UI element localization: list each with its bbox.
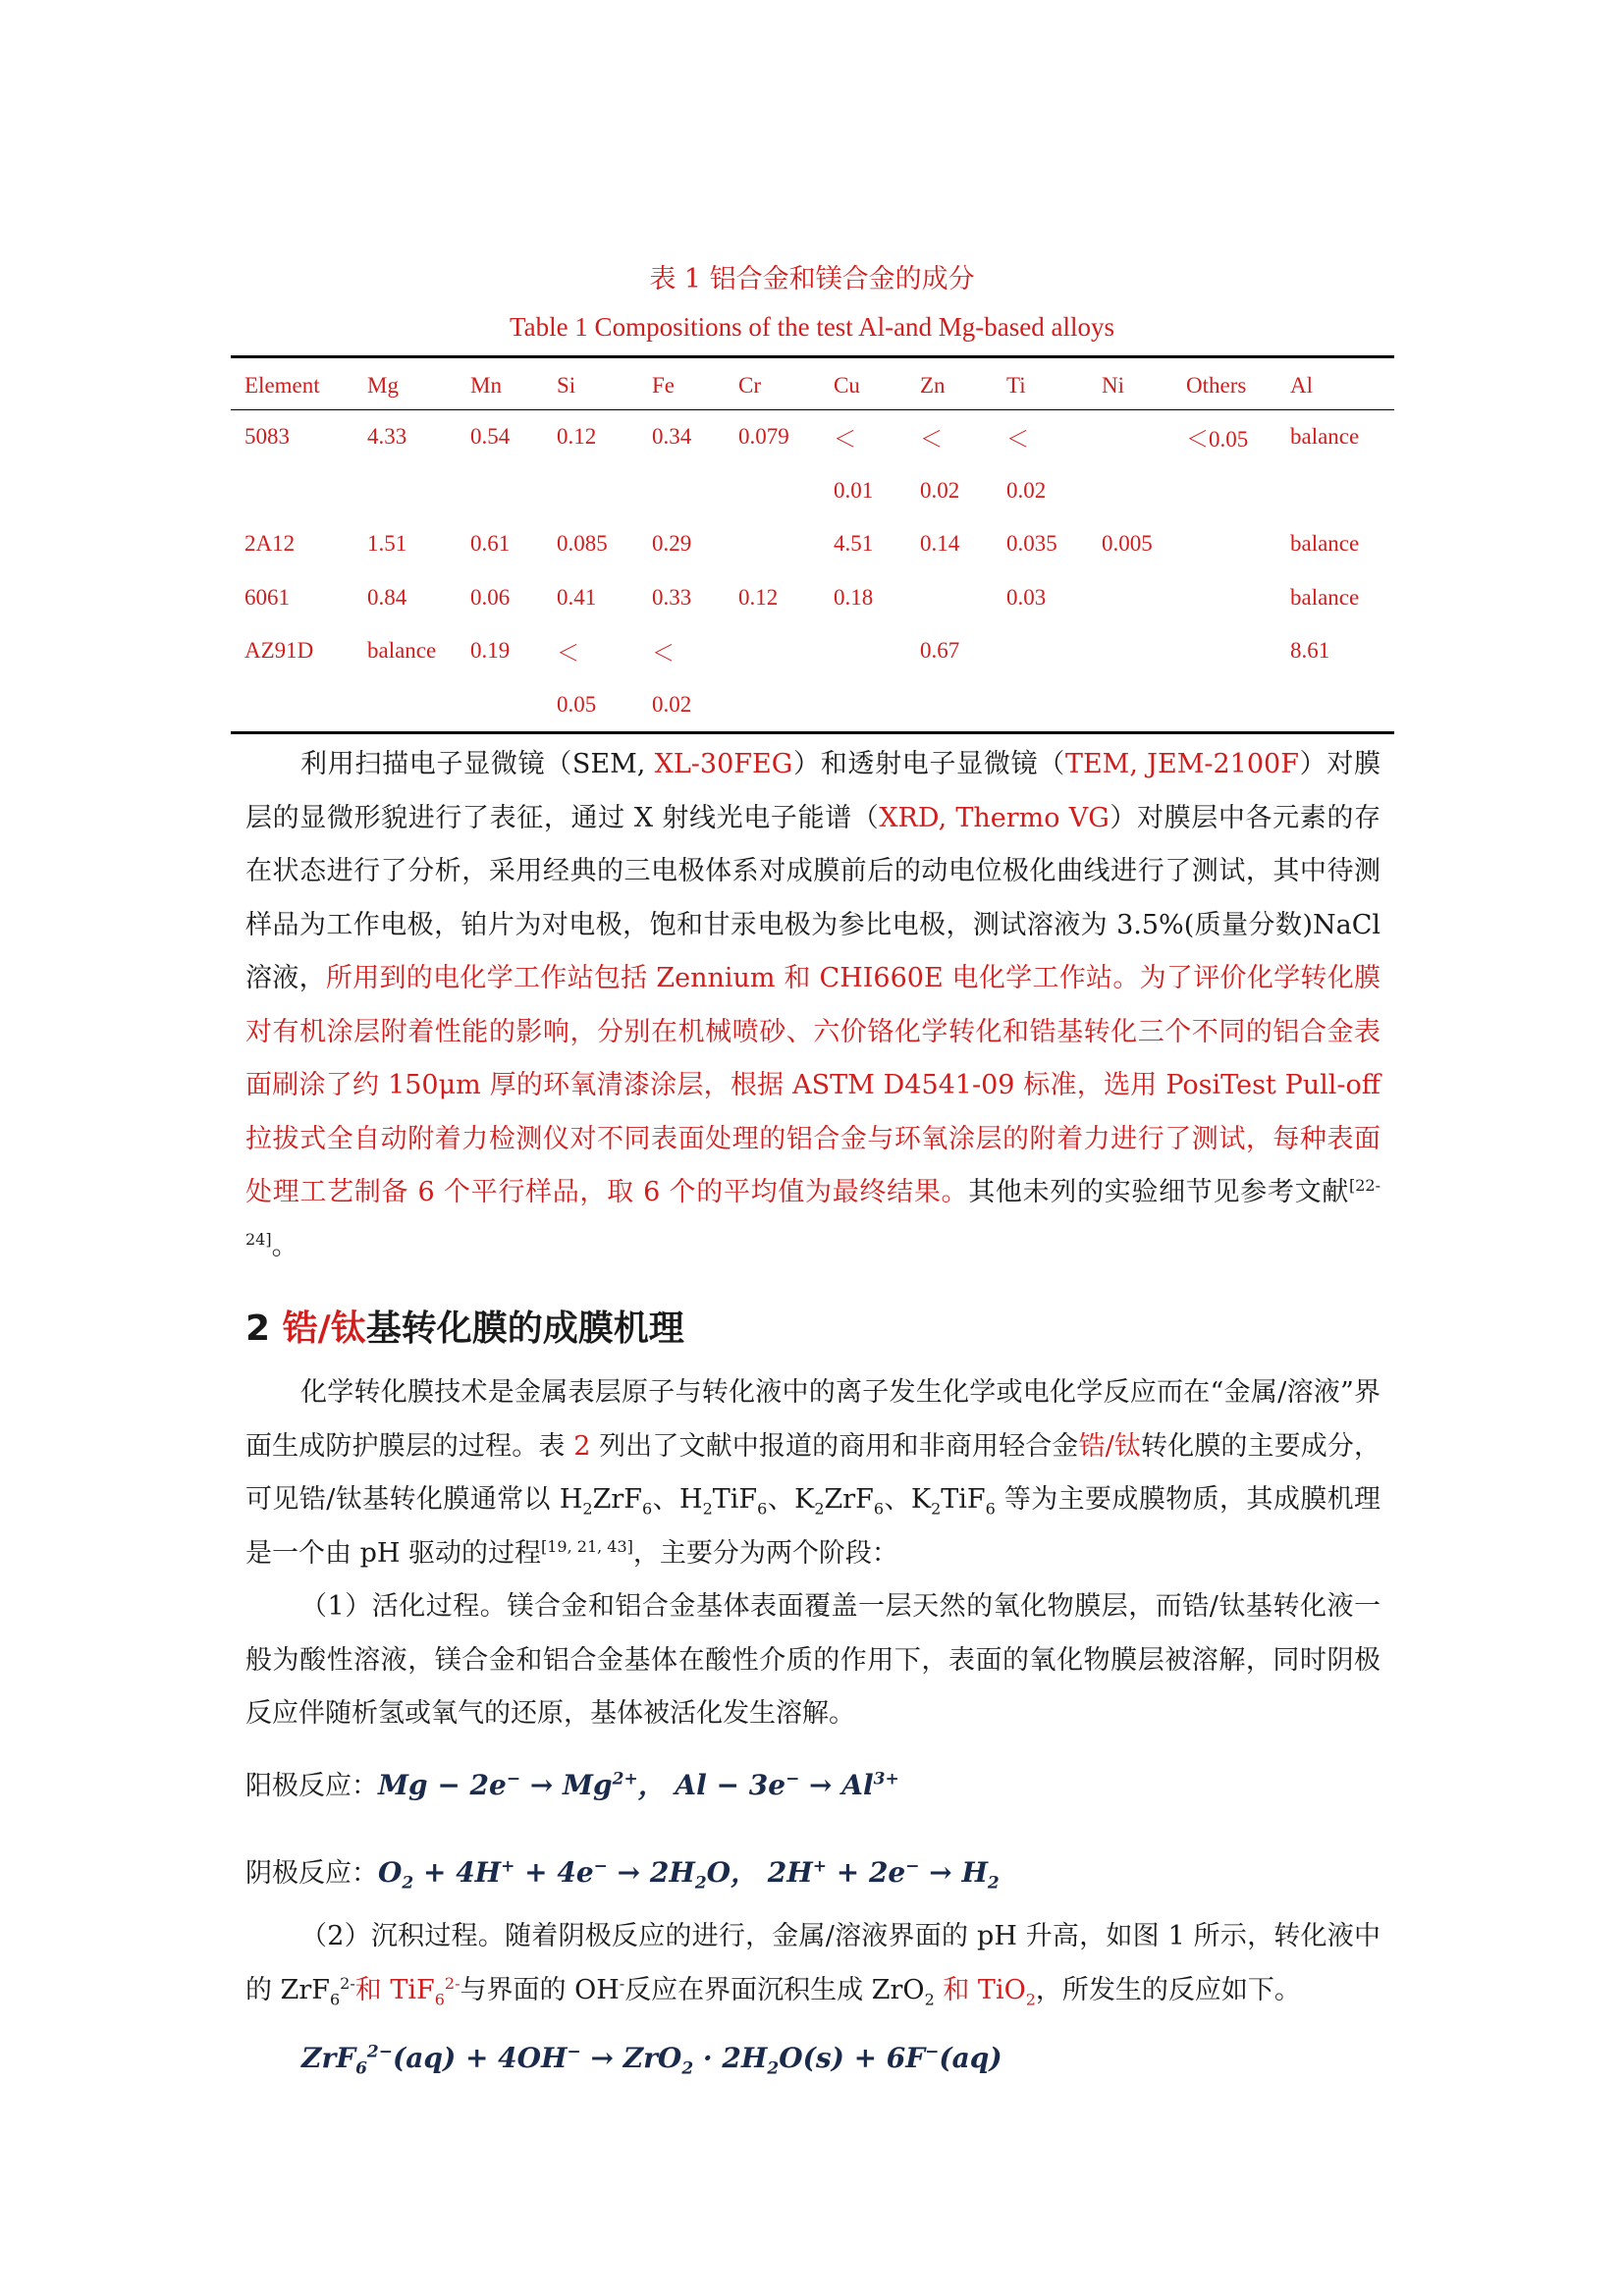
- table-header-row: [231, 361, 1394, 410]
- eq-sub: 2: [402, 1873, 414, 1894]
- table-cell: [543, 464, 638, 518]
- equation-body: [378, 1769, 899, 1801]
- text: 和 TiO: [934, 1974, 1026, 2005]
- text: ，主要分为两个阶段：: [632, 1537, 898, 1569]
- table-cell: 0.34: [652, 424, 692, 450]
- table-cell: [457, 678, 543, 732]
- text: 利用扫描电子显微镜（SEM,: [300, 749, 655, 779]
- table-cell: 4.33: [367, 424, 407, 450]
- table-cell: [1172, 517, 1276, 571]
- column-header: Si: [557, 373, 576, 398]
- table-cell: 0.33: [652, 584, 692, 610]
- table-cell: AZ91D: [244, 638, 314, 664]
- subscript: 6: [329, 1989, 341, 2008]
- table-cell: 0.079: [738, 424, 789, 450]
- table-cell: [1172, 571, 1276, 625]
- equation-body: [378, 1856, 1000, 1894]
- subscript: 2: [1025, 1989, 1036, 2008]
- text: 等为主要成膜物质，其成膜机理是一个由 pH 驱动的过程: [245, 1484, 1381, 1569]
- table-cell: [906, 571, 993, 625]
- eq-part: + 4e: [514, 1856, 594, 1889]
- section-title: 基转化膜的成膜机理: [365, 1308, 684, 1349]
- subscript: 2: [814, 1499, 825, 1519]
- table-cell: 6061: [244, 584, 290, 610]
- table-cell: [353, 464, 457, 518]
- eq-part: → ZrO: [580, 2042, 682, 2074]
- eq-charge: 2−: [366, 2042, 393, 2062]
- paragraph-deposition: [245, 1910, 1380, 2017]
- eq-part: + 4H: [413, 1856, 502, 1889]
- composition-table: [231, 361, 1394, 731]
- table-cell: [820, 624, 906, 678]
- table-cell: 0.035: [1006, 531, 1057, 557]
- eq-sub: 2: [987, 1873, 1000, 1894]
- eq-part: (aq) + 4OH: [393, 2042, 568, 2074]
- table-cell: ＜: [1006, 426, 1029, 452]
- text: 所用到的电化学工作站包括 Zennium 和 CHI660E 电化学工作站。为了评价化学转化膜对有机涂层附着性能的影响，分别在机械喷砂、六价铬化学转化和锆基转化三个不同的铝合金表面刷涂了约 150μm 厚的环氧清漆涂层，根据 ASTM D4541-09 标准，选用 PosiTest Pull-off 拉拔式全自动附着力检测仪对不同表面处理的铝合金与环氧涂层的附着力进行了测试，每种表面处理工艺制备 6 个平行样品，取 6 个的平均值为最终结果。: [245, 963, 1381, 1207]
- table-ref: 2: [573, 1430, 591, 1462]
- table-cell: [1088, 410, 1172, 464]
- table-cell: balance: [1290, 424, 1360, 450]
- table-cell: 0.41: [557, 584, 597, 610]
- section-number: 2: [245, 1308, 283, 1349]
- eq-sub: 2: [681, 2058, 694, 2079]
- table-caption-en: Table 1 Compositions of the test Al-and Mg-based alloys: [509, 312, 1115, 342]
- column-header: Others: [1186, 373, 1247, 398]
- table-cell: 0.02: [920, 477, 960, 503]
- eq-charge: −: [925, 2042, 940, 2062]
- subscript: 6: [434, 1989, 445, 2008]
- text: XRD, Thermo VG: [879, 802, 1110, 833]
- table-cell: [993, 678, 1088, 732]
- table-cell: 0.67: [920, 638, 960, 664]
- text: 列出了文献中报道的商用和非商用轻合金: [590, 1430, 1079, 1462]
- eq-charge: −: [785, 1769, 800, 1789]
- subscript: 2: [702, 1499, 713, 1519]
- table-cell: 0.19: [470, 638, 511, 664]
- table-cell: [725, 678, 820, 732]
- text: 。: [271, 1230, 298, 1261]
- table-cell: ＜: [920, 426, 943, 452]
- subscript: 6: [757, 1499, 768, 1519]
- text: 、H: [652, 1484, 703, 1515]
- table-cell: 0.84: [367, 584, 407, 610]
- text: 锆/钛: [1078, 1430, 1141, 1462]
- text: ZrF: [592, 1484, 643, 1515]
- text: TiF: [712, 1484, 758, 1515]
- eq-part: · 2H: [693, 2042, 768, 2074]
- table-cell: 0.29: [652, 531, 692, 557]
- table-cell: 8.61: [1290, 638, 1330, 664]
- table-cell: 4.51: [834, 531, 874, 557]
- column-header: Mn: [470, 373, 502, 398]
- text: ）和透射电子显微镜（: [792, 749, 1065, 779]
- text: TEM, JEM-2100F: [1064, 749, 1299, 779]
- text: ，所发生的反应如下。: [1035, 1974, 1301, 2005]
- eq-part: → H: [919, 1856, 988, 1889]
- table-cell: [1088, 624, 1172, 678]
- table-row: [231, 571, 1394, 625]
- paragraph-activation: （1）活化过程。镁合金和铝合金基体表面覆盖一层天然的氧化物膜层，而锆/钛基转化液一般为酸性溶液，镁合金和铝合金基体在酸性介质的作用下，表面的氧化物膜层被溶解，同时阴极反应伴随析氢或氧气的还原，基体被活化发生溶解。: [245, 1591, 1380, 1729]
- eq-charge: −: [905, 1856, 920, 1877]
- subscript: 2: [582, 1499, 593, 1519]
- eq-part: O， 2H: [706, 1856, 813, 1889]
- column-header: Ti: [1006, 373, 1026, 398]
- subscript: 2: [924, 1989, 935, 2008]
- subscript: 6: [642, 1499, 653, 1519]
- column-header: Al: [1290, 373, 1313, 398]
- text: ZrF: [824, 1484, 874, 1515]
- table-cell: [1088, 464, 1172, 518]
- text: （2）沉积过程。随着阴极反应的进行，金属/溶液界面的 pH 升高，如图 1 所示，转化液中的 ZrF: [245, 1921, 1380, 2005]
- table-cell: 0.61: [470, 531, 511, 557]
- table-cell: 0.18: [834, 584, 874, 610]
- eq-part: → 2H: [607, 1856, 695, 1889]
- table-row: [231, 464, 1394, 518]
- text: 反应在界面沉积生成 ZrO: [624, 1974, 925, 2005]
- table-cell: 0.005: [1102, 531, 1153, 557]
- eq-part: ZrF: [301, 2042, 356, 2074]
- table-cell: [993, 624, 1088, 678]
- eq-charge: −: [506, 1769, 521, 1789]
- table-cell: 0.54: [470, 424, 511, 450]
- table-cell: 0.02: [1006, 477, 1047, 503]
- table-cell: balance: [1290, 531, 1360, 557]
- text: 、K: [884, 1484, 932, 1515]
- text: 转化膜的主要成分，可见锆/钛基转化膜通常以 H: [245, 1430, 1380, 1515]
- eq-charge: −: [567, 2042, 581, 2062]
- deposition-reaction-equation: [301, 2042, 1002, 2079]
- table-top-rule: [231, 355, 1394, 358]
- table-cell: balance: [367, 638, 437, 664]
- table-cell: [1276, 678, 1394, 732]
- eq-charge: 3+: [873, 1769, 899, 1789]
- table-cell: [353, 678, 457, 732]
- eq-sub: 2: [767, 2058, 780, 2079]
- table-cell: 0.06: [470, 584, 511, 610]
- table-cell: [1172, 624, 1276, 678]
- column-header: Fe: [652, 373, 675, 398]
- citation: [19, 21, 43]: [541, 1536, 633, 1556]
- subscript: 6: [873, 1499, 885, 1519]
- table-cell: ＜: [652, 640, 675, 666]
- eq-part: O(s) + 6F: [779, 2042, 926, 2074]
- table-cell: 0.01: [834, 477, 874, 503]
- superscript: 2-: [444, 1973, 460, 1993]
- paragraph-methods: [245, 738, 1380, 1273]
- cathode-reaction-equation: [245, 1851, 1000, 1894]
- text: 和 TiF: [354, 1974, 435, 2005]
- column-header: Mg: [367, 373, 399, 398]
- table-row: [231, 517, 1394, 571]
- eq-charge: +: [501, 1856, 515, 1877]
- table-cell: 1.51: [367, 531, 407, 557]
- table-cell: [906, 678, 993, 732]
- table-row: [231, 624, 1394, 678]
- table-cell: [1172, 678, 1276, 732]
- eq-part: + 2e: [826, 1856, 906, 1889]
- column-header: Ni: [1102, 373, 1124, 398]
- table-cell: 0.12: [557, 424, 597, 450]
- equation-label: 阴极反应：: [245, 1858, 378, 1889]
- superscript: -: [619, 1973, 625, 1993]
- table-cell: 0.02: [652, 691, 692, 717]
- subscript: 6: [985, 1499, 996, 1519]
- text: ）对膜层中各元素的存在状态进行了分析，采用经典的三电极体系对成膜前后的动电位极化曲线进行了测试，其中待测样品为工作电极，铂片为对电极，饱和甘汞电极为参比电极，测试溶液为 3.5%(质量分数)NaCl 溶液，: [245, 802, 1380, 993]
- text: TiF: [941, 1484, 986, 1515]
- table-cell: [638, 464, 725, 518]
- section-title-highlight: 锆/钛: [282, 1308, 366, 1349]
- table-cell: 0.085: [557, 531, 608, 557]
- eq-part: O: [378, 1856, 403, 1889]
- eq-part: ， Al − 3e: [637, 1769, 786, 1801]
- text: ）对膜层的显微形貌进行了表征，通过 X 射线光电子能谱（: [245, 749, 1381, 833]
- text: 、K: [767, 1484, 815, 1515]
- table-cell: ＜0.05: [1186, 426, 1249, 452]
- table-cell: [457, 464, 543, 518]
- table-cell: 5083: [244, 424, 290, 450]
- text: 与界面的 OH: [460, 1974, 620, 2005]
- table-cell: [725, 624, 820, 678]
- eq-charge: −: [593, 1856, 608, 1877]
- text: 化学转化膜技术是金属表层原子与转化液中的离子发生化学或电化学反应而在“金属/溶液”界面生成防护膜层的过程。表: [245, 1377, 1380, 1462]
- table-cell: 0.14: [920, 531, 960, 557]
- table-bottom-rule: [231, 731, 1394, 734]
- equation-body: [301, 2042, 1002, 2079]
- section-heading: [245, 1301, 684, 1351]
- eq-part: Mg − 2e: [378, 1769, 507, 1801]
- table-cell: [231, 678, 353, 732]
- table-cell: [820, 678, 906, 732]
- table-cell: [1276, 464, 1394, 518]
- table-cell: balance: [1290, 584, 1360, 610]
- table-caption-zh: 表 1 铝合金和镁合金的成分: [649, 264, 975, 294]
- text: 其他未列的实验细节见参考文献: [968, 1177, 1349, 1207]
- table-cell: [231, 464, 353, 518]
- equation-label: 阳极反应：: [245, 1771, 378, 1801]
- table-cell: [725, 464, 820, 518]
- eq-part: (aq): [939, 2042, 1002, 2074]
- table-cell: [1172, 464, 1276, 518]
- column-header: Cu: [834, 373, 860, 398]
- eq-sub: 6: [355, 2058, 367, 2079]
- table-cell: 0.12: [738, 584, 779, 610]
- citation: [22-24]: [245, 1176, 1380, 1249]
- eq-sub: 2: [694, 1873, 707, 1894]
- table-cell: 0.03: [1006, 584, 1047, 610]
- superscript: 2-: [340, 1973, 355, 1993]
- paragraph-mechanism: [245, 1366, 1380, 1580]
- table-cell: [1088, 571, 1172, 625]
- table-cell: ＜: [834, 426, 856, 452]
- table-row: [231, 410, 1394, 464]
- column-header: Cr: [738, 373, 761, 398]
- column-header: Zn: [920, 373, 946, 398]
- table-cell: ＜: [557, 640, 579, 666]
- table-cell: 0.05: [557, 691, 597, 717]
- anode-reaction-equation: [245, 1764, 899, 1803]
- column-header: Element: [244, 373, 320, 398]
- eq-part: → Mg: [520, 1769, 613, 1801]
- eq-charge: +: [812, 1856, 827, 1877]
- table-row: [231, 678, 1394, 732]
- text: XL-30FEG: [654, 749, 793, 779]
- eq-charge: 2+: [612, 1769, 638, 1789]
- table-cell: 2A12: [244, 531, 296, 557]
- eq-part: → Al: [799, 1769, 874, 1801]
- subscript: 2: [931, 1499, 942, 1519]
- table-cell: [725, 517, 820, 571]
- table-cell: [1088, 678, 1172, 732]
